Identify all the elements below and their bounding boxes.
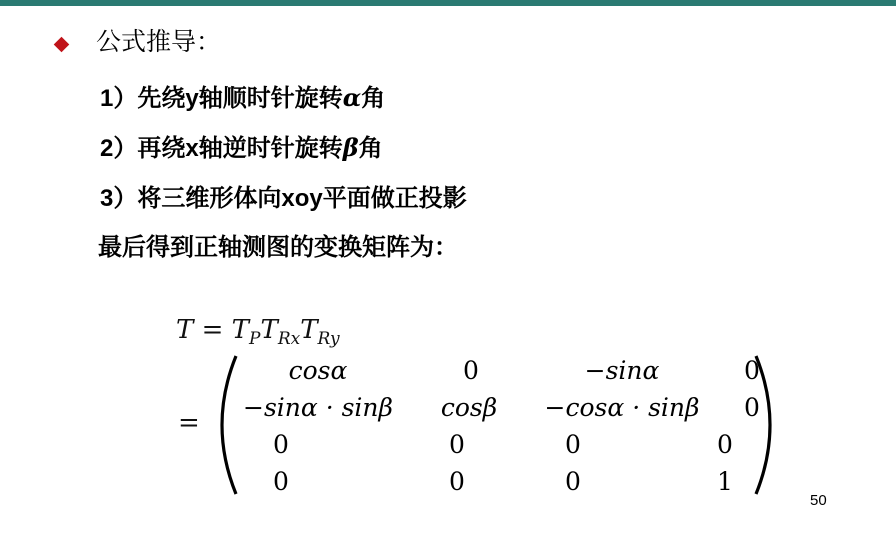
matrix-cell-4-2: 0 bbox=[449, 467, 465, 496]
matrix-cell-2-4: 0 bbox=[744, 393, 760, 422]
matrix-cell-2-2: cosβ bbox=[440, 393, 498, 422]
matrix-cell-1-2: 0 bbox=[463, 356, 479, 385]
matrix-cell-3-1: 0 bbox=[273, 430, 289, 459]
matrix-cell-1-4: 0 bbox=[744, 356, 760, 385]
matrix-cell-4-3: 0 bbox=[565, 467, 581, 496]
step-3: 3）将三维形体向xoy平面做正投影 bbox=[100, 184, 467, 212]
step-1: 1）先绕y轴顺时针旋转α角 bbox=[100, 83, 386, 112]
summary-text: 最后得到正轴测图的变换矩阵为： bbox=[98, 233, 458, 261]
left-paren bbox=[206, 352, 242, 498]
step-2: 2）再绕x轴逆时针旋转β角 bbox=[100, 133, 383, 162]
matrix-cell-4-1: 0 bbox=[273, 467, 289, 496]
diamond-bullet-icon bbox=[54, 37, 70, 53]
matrix-cell-1-1: cosα bbox=[288, 356, 348, 385]
matrix-cell-4-4: 1 bbox=[717, 467, 733, 496]
matrix-cell-2-1: −sinα · sinβ bbox=[243, 393, 393, 422]
formula-line: $T = T_PT_{Rx}T_{Ry}$ bbox=[176, 315, 340, 349]
matrix-cell-3-2: 0 bbox=[449, 430, 465, 459]
page-number: 50 bbox=[810, 492, 827, 509]
matrix-cell-2-3: −cosα · sinβ bbox=[544, 393, 700, 422]
matrix-cell-3-4: 0 bbox=[717, 430, 733, 459]
heading: 公式推导： bbox=[96, 27, 222, 56]
matrix-cell-1-3: −sinα bbox=[584, 356, 660, 385]
matrix-equals: = bbox=[178, 408, 200, 438]
matrix-cell-3-3: 0 bbox=[565, 430, 581, 459]
top-bar bbox=[0, 0, 896, 6]
